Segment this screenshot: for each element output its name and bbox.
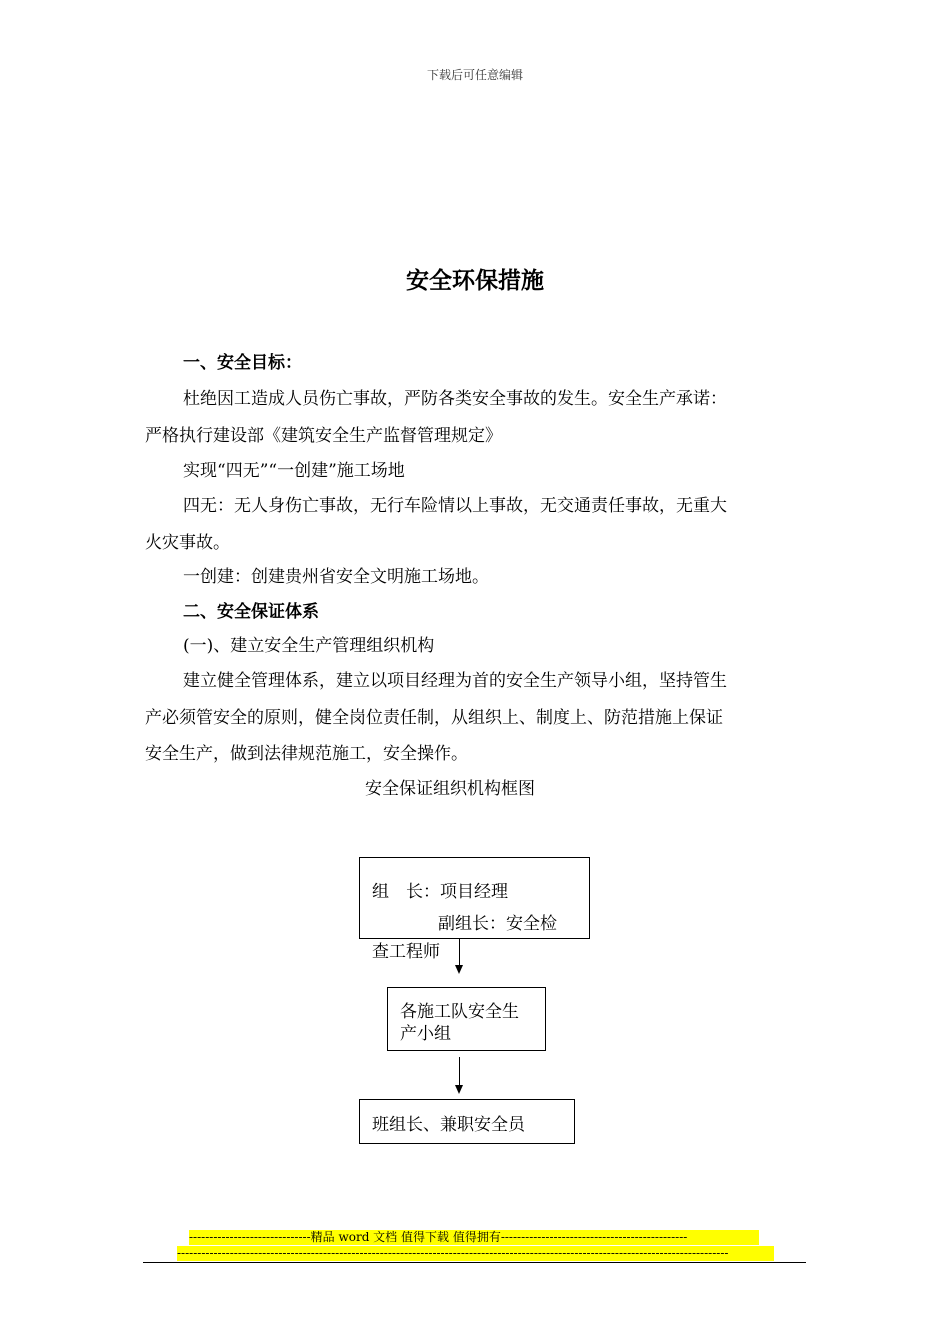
org-arrow-1-line	[459, 938, 460, 965]
org-arrow-2-line	[459, 1057, 460, 1085]
paragraph-goal-line2: 严格执行建设部《建筑安全生产监督管理规定》	[145, 426, 502, 446]
document-title: 安全环保措施	[406, 268, 544, 294]
page-header-note: 下载后可任意编辑	[426, 68, 523, 82]
subsection-heading-organization: (一)、建立安全生产管理组织机构	[183, 636, 435, 656]
section-heading-safety-goal: 一、安全目标：	[183, 353, 302, 373]
org-box-teams-line1: 各施工队安全生	[400, 1002, 519, 1022]
footer-rule	[143, 1262, 806, 1263]
footer-promo-line1: ------------------------------精品 word 文档 值得下载 值得拥有----------------------------------------------	[189, 1230, 759, 1245]
org-box-leader	[359, 857, 590, 939]
org-box-teams-line2: 产小组	[400, 1024, 451, 1044]
paragraph-management-line2: 产必须管安全的原则，健全岗位责任制，从组织上、制度上、防范措施上保证	[145, 708, 723, 728]
paragraph-management-line3: 安全生产，做到法律规范施工，安全操作。	[145, 744, 468, 764]
paragraph-one-create: 一创建：创建贵州省安全文明施工场地。	[183, 567, 489, 587]
org-box-team-leaders-label: 班组长、兼职安全员	[372, 1115, 525, 1135]
paragraph-management-line1: 建立健全管理体系，建立以项目经理为首的安全生产领导小组，坚持管生	[183, 671, 727, 691]
org-box-leader-line1: 组 长：项目经理	[372, 882, 508, 902]
paragraph-four-none-line2: 火灾事故。	[145, 533, 230, 553]
org-arrow-2-head	[455, 1085, 463, 1094]
org-box-team-leaders	[359, 1099, 575, 1144]
paragraph-goal-line1: 杜绝因工造成人员伤亡事故，严防各类安全事故的发生。安全生产承诺：	[183, 389, 727, 409]
section-heading-guarantee-system: 二、安全保证体系	[183, 602, 319, 622]
paragraph-four-none-one-create: 实现“四无”“一创建”施工场地	[183, 461, 405, 481]
org-chart-caption: 安全保证组织机构框图	[365, 779, 535, 799]
org-arrow-1-head	[455, 965, 463, 974]
org-box-leader-overflow: 查工程师	[372, 942, 440, 962]
paragraph-four-none-line1: 四无：无人身伤亡事故，无行车险情以上事故，无交通责任事故，无重大	[183, 496, 727, 516]
org-box-leader-line2: 副组长：安全检	[438, 914, 557, 934]
footer-promo-line2: ----------------------------------------------------------------------------------------------------------------------------------------	[177, 1246, 774, 1261]
org-box-teams	[387, 987, 546, 1051]
